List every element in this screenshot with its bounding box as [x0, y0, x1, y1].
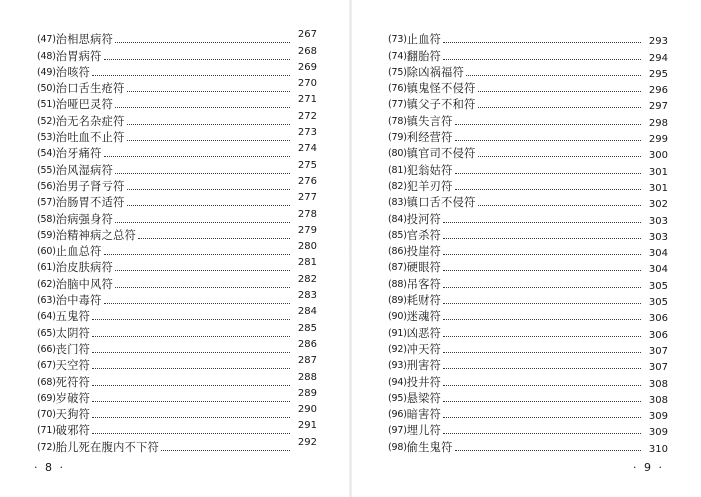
entry-title: 治无名杂症符 [55, 114, 125, 128]
entry-title: 治胃病符 [55, 49, 102, 63]
entry-number: (96) [388, 409, 407, 421]
entry-number: (76) [388, 83, 407, 95]
toc-entry [388, 111, 668, 127]
entry-page-number: 308 [648, 378, 668, 390]
dot-leader [478, 205, 641, 206]
toc-entry [388, 128, 668, 144]
dot-leader [455, 189, 641, 190]
entry-page-number: 287 [297, 355, 317, 367]
entry-page-number: 286 [297, 338, 317, 350]
toc-entry [37, 323, 317, 339]
toc-entry [388, 405, 668, 421]
toc-entry [37, 340, 317, 356]
entry-title: 止血符 [406, 33, 442, 47]
entry-title: 刑害符 [406, 359, 442, 373]
entry-title: 投井符 [406, 375, 442, 389]
entry-title: 镇失言符 [406, 114, 453, 128]
entry-number: (94) [388, 376, 407, 388]
dot-leader [104, 303, 290, 304]
dot-leader [104, 254, 290, 255]
entry-page-number: 308 [648, 394, 668, 406]
toc-entry [388, 323, 668, 339]
toc-entry [37, 160, 317, 176]
entry-title: 悬梁符 [406, 391, 442, 405]
entry-title: 太阴符 [55, 326, 91, 340]
dot-leader [127, 124, 290, 125]
entry-number: (82) [388, 180, 407, 192]
dot-leader [443, 417, 641, 418]
entry-title: 犯翁姑符 [406, 163, 453, 177]
dot-leader [443, 270, 641, 271]
toc-entry [37, 258, 317, 274]
entry-page-number: 272 [297, 110, 317, 122]
toc-entry [388, 30, 668, 46]
entry-number: (66) [37, 343, 56, 355]
entry-page-number: 267 [297, 29, 317, 41]
entry-page-number: 304 [648, 264, 668, 276]
dot-leader [92, 352, 290, 353]
entry-title: 冲天符 [406, 342, 442, 356]
toc-entry [37, 209, 317, 225]
toc-entry [388, 242, 668, 258]
dot-leader [466, 75, 641, 76]
toc-entry [388, 177, 668, 193]
entry-page-number: 279 [297, 224, 317, 236]
dot-leader [138, 238, 290, 239]
entry-title: 翻胎符 [406, 49, 442, 63]
entry-title: 治精神病之总符 [55, 228, 137, 242]
toc-entry [388, 372, 668, 388]
entry-number: (72) [37, 441, 56, 453]
dot-leader [161, 450, 290, 451]
dot-leader [443, 433, 641, 434]
entry-title: 治哑巴灵符 [55, 98, 114, 112]
dot-leader [115, 222, 290, 223]
entry-title: 偷生鬼符 [406, 440, 453, 454]
dot-leader [478, 91, 641, 92]
toc-entry [37, 144, 317, 160]
entry-page-number: 278 [297, 208, 317, 220]
dot-leader [92, 417, 290, 418]
dot-leader [455, 124, 641, 125]
entry-number: (59) [37, 229, 56, 241]
entry-number: (51) [37, 99, 56, 111]
entry-number: (58) [37, 213, 56, 225]
dot-leader [115, 173, 290, 174]
entry-title: 凶恶符 [406, 326, 442, 340]
entry-title: 硬眼符 [406, 261, 442, 275]
entry-title: 投河符 [406, 212, 442, 226]
entry-page-number: 291 [297, 420, 317, 432]
entry-number: (88) [388, 278, 407, 290]
entry-page-number: 284 [297, 306, 317, 318]
entry-page-number: 269 [297, 61, 317, 73]
entry-number: (61) [37, 262, 56, 274]
dot-leader [443, 222, 641, 223]
toc-entry [388, 144, 668, 160]
entry-page-number: 274 [297, 143, 317, 155]
entry-page-number: 282 [297, 273, 317, 285]
entry-page-number: 306 [648, 329, 668, 341]
entry-page-number: 268 [297, 45, 317, 57]
dot-leader [92, 385, 290, 386]
entry-page-number: 270 [297, 78, 317, 90]
toc-entry [388, 389, 668, 405]
entry-title: 镇父子不和符 [406, 98, 476, 112]
right-page [351, 0, 701, 497]
entry-title: 治病强身符 [55, 212, 114, 226]
toc-entry [37, 63, 317, 79]
entry-title: 迷魂符 [406, 310, 442, 324]
dot-leader [92, 401, 290, 402]
entry-page-number: 271 [297, 94, 317, 106]
page-number-right: · 9 · [633, 461, 664, 474]
dot-leader [455, 173, 641, 174]
dot-leader [455, 450, 641, 451]
entry-page-number: 285 [297, 322, 317, 334]
entry-number: (77) [388, 99, 407, 111]
entry-page-number: 301 [648, 166, 668, 178]
toc-entry [388, 193, 668, 209]
entry-number: (87) [388, 262, 407, 274]
toc-entry [37, 79, 317, 95]
dot-leader [115, 42, 290, 43]
entry-number: (92) [388, 343, 407, 355]
entry-number: (55) [37, 164, 56, 176]
left-page [0, 0, 350, 497]
entry-title: 丧门符 [55, 342, 91, 356]
dot-leader [478, 107, 641, 108]
entry-page-number: 305 [648, 297, 668, 309]
page-number-left: · 8 · [34, 461, 65, 474]
entry-page-number: 294 [648, 52, 668, 64]
entry-number: (85) [388, 229, 407, 241]
dot-leader [104, 156, 290, 157]
entry-page-number: 303 [648, 231, 668, 243]
entry-title: 镇官司不侵符 [406, 147, 476, 161]
entry-page-number: 304 [648, 248, 668, 260]
entry-page-number: 280 [297, 241, 317, 253]
entry-number: (78) [388, 115, 407, 127]
entry-title: 治脑中风符 [55, 277, 114, 291]
entry-title: 五鬼符 [55, 310, 91, 324]
entry-page-number: 297 [648, 101, 668, 113]
toc-entry [388, 79, 668, 95]
entry-page-number: 292 [297, 436, 317, 448]
entry-page-number: 295 [648, 68, 668, 80]
entry-number: (70) [37, 409, 56, 421]
entry-number: (79) [388, 132, 407, 144]
entry-number: (93) [388, 360, 407, 372]
entry-page-number: 275 [297, 159, 317, 171]
dot-leader [92, 75, 290, 76]
entry-title: 镇口舌不侵符 [406, 196, 476, 210]
toc-list-right [388, 30, 668, 454]
entry-title: 除凶祸福符 [406, 65, 465, 79]
toc-entry [388, 307, 668, 323]
dot-leader [443, 254, 641, 255]
entry-title: 死符符 [55, 375, 91, 389]
entry-title: 埋儿符 [406, 424, 442, 438]
entry-page-number: 296 [648, 85, 668, 97]
dot-leader [127, 140, 290, 141]
entry-number: (60) [37, 246, 56, 258]
toc-entry [388, 209, 668, 225]
entry-page-number: 298 [648, 117, 668, 129]
dot-leader [443, 238, 641, 239]
entry-title: 天狗符 [55, 408, 91, 422]
entry-number: (65) [37, 327, 56, 339]
entry-number: (97) [388, 425, 407, 437]
entry-number: (86) [388, 246, 407, 258]
toc-entry [388, 291, 668, 307]
entry-page-number: 306 [648, 313, 668, 325]
entry-number: (74) [388, 50, 407, 62]
dot-leader [443, 287, 641, 288]
entry-page-number: 309 [648, 427, 668, 439]
entry-number: (90) [388, 311, 407, 323]
entry-title: 利经营符 [406, 131, 453, 145]
entry-page-number: 293 [648, 36, 668, 48]
toc-entry [37, 46, 317, 62]
entry-title: 耗财符 [406, 294, 442, 308]
entry-page-number: 290 [297, 404, 317, 416]
dot-leader [478, 156, 641, 157]
entry-title: 岁破符 [55, 391, 91, 405]
entry-title: 投崖符 [406, 245, 442, 259]
entry-page-number: 277 [297, 192, 317, 204]
toc-entry [388, 226, 668, 242]
dot-leader [92, 433, 290, 434]
toc-entry [37, 242, 317, 258]
dot-leader [443, 352, 641, 353]
entry-page-number: 302 [648, 199, 668, 211]
entry-title: 治男子肾亏符 [55, 179, 125, 193]
entry-number: (67) [37, 360, 56, 372]
entry-number: (84) [388, 213, 407, 225]
toc-entry [37, 128, 317, 144]
toc-entry [388, 356, 668, 372]
entry-title: 治相思病符 [55, 33, 114, 47]
entry-title: 治皮肤病符 [55, 261, 114, 275]
toc-entry [37, 307, 317, 323]
dot-leader [443, 59, 641, 60]
dot-leader [127, 91, 290, 92]
entry-number: (68) [37, 376, 56, 388]
entry-title: 治中毒符 [55, 294, 102, 308]
entry-page-number: 276 [297, 175, 317, 187]
entry-number: (54) [37, 148, 56, 160]
entry-number: (69) [37, 392, 56, 404]
entry-number: (56) [37, 180, 56, 192]
entry-title: 天空符 [55, 359, 91, 373]
dot-leader [443, 319, 641, 320]
entry-number: (89) [388, 295, 407, 307]
dot-leader [443, 303, 641, 304]
entry-title: 治肠胃不适符 [55, 196, 125, 210]
dot-leader [127, 189, 290, 190]
entry-page-number: 299 [648, 134, 668, 146]
entry-page-number: 289 [297, 387, 317, 399]
toc-entry [37, 95, 317, 111]
entry-page-number: 281 [297, 257, 317, 269]
toc-entry [37, 437, 317, 453]
toc-entry [37, 421, 317, 437]
entry-number: (47) [37, 34, 56, 46]
entry-number: (95) [388, 392, 407, 404]
entry-page-number: 309 [648, 411, 668, 423]
entry-page-number: 300 [648, 150, 668, 162]
entry-number: (75) [388, 66, 407, 78]
entry-title: 治牙痛符 [55, 147, 102, 161]
toc-entry [37, 389, 317, 405]
dot-leader [443, 42, 641, 43]
toc-entry [37, 111, 317, 127]
entry-number: (81) [388, 164, 407, 176]
dot-leader [127, 205, 290, 206]
toc-entry [388, 63, 668, 79]
dot-leader [92, 368, 290, 369]
toc-entry [37, 30, 317, 46]
toc-entry [37, 356, 317, 372]
dot-leader [443, 336, 641, 337]
entry-title: 治口舌生疮符 [55, 82, 125, 96]
entry-page-number: 310 [648, 443, 668, 455]
entry-number: (73) [388, 34, 407, 46]
dot-leader [104, 59, 290, 60]
entry-title: 吊客符 [406, 277, 442, 291]
toc-entry [37, 226, 317, 242]
entry-page-number: 283 [297, 290, 317, 302]
dot-leader [115, 287, 290, 288]
dot-leader [443, 385, 641, 386]
entry-title: 破邪符 [55, 424, 91, 438]
entry-page-number: 273 [297, 127, 317, 139]
entry-title: 治风湿病符 [55, 163, 114, 177]
dot-leader [443, 401, 641, 402]
toc-entry [37, 193, 317, 209]
entry-page-number: 301 [648, 182, 668, 194]
entry-page-number: 307 [648, 362, 668, 374]
dot-leader [115, 270, 290, 271]
entry-number: (53) [37, 132, 56, 144]
entry-title: 暗害符 [406, 408, 442, 422]
entry-title: 官杀符 [406, 228, 442, 242]
entry-title: 犯羊刃符 [406, 179, 453, 193]
entry-number: (83) [388, 197, 407, 209]
entry-number: (50) [37, 83, 56, 95]
entry-number: (71) [37, 425, 56, 437]
dot-leader [115, 107, 290, 108]
toc-entry [388, 95, 668, 111]
entry-number: (91) [388, 327, 407, 339]
entry-page-number: 303 [648, 215, 668, 227]
entry-title: 止血总符 [55, 245, 102, 259]
entry-number: (64) [37, 311, 56, 323]
toc-entry [388, 274, 668, 290]
dot-leader [92, 319, 290, 320]
entry-number: (57) [37, 197, 56, 209]
toc-entry [388, 437, 668, 453]
entry-title: 治咳符 [55, 65, 91, 79]
entry-title: 胎儿死在腹内不下符 [55, 440, 160, 454]
entry-number: (62) [37, 278, 56, 290]
entry-number: (80) [388, 148, 407, 160]
entry-title: 镇鬼怪不侵符 [406, 82, 476, 96]
entry-page-number: 307 [648, 345, 668, 357]
toc-list-left [37, 30, 317, 454]
toc-entry [388, 46, 668, 62]
dot-leader [443, 368, 641, 369]
entry-page-number: 305 [648, 280, 668, 292]
toc-entry [37, 372, 317, 388]
entry-number: (63) [37, 295, 56, 307]
entry-title: 治吐血不止符 [55, 131, 125, 145]
dot-leader [455, 140, 641, 141]
toc-entry [388, 160, 668, 176]
entry-page-number: 288 [297, 371, 317, 383]
toc-entry [37, 274, 317, 290]
entry-number: (98) [388, 441, 407, 453]
toc-entry [37, 405, 317, 421]
entry-number: (49) [37, 66, 56, 78]
toc-entry [37, 177, 317, 193]
toc-entry [388, 421, 668, 437]
entry-number: (48) [37, 50, 56, 62]
entry-number: (52) [37, 115, 56, 127]
toc-entry [388, 340, 668, 356]
dot-leader [92, 336, 290, 337]
toc-entry [388, 258, 668, 274]
toc-entry [37, 291, 317, 307]
